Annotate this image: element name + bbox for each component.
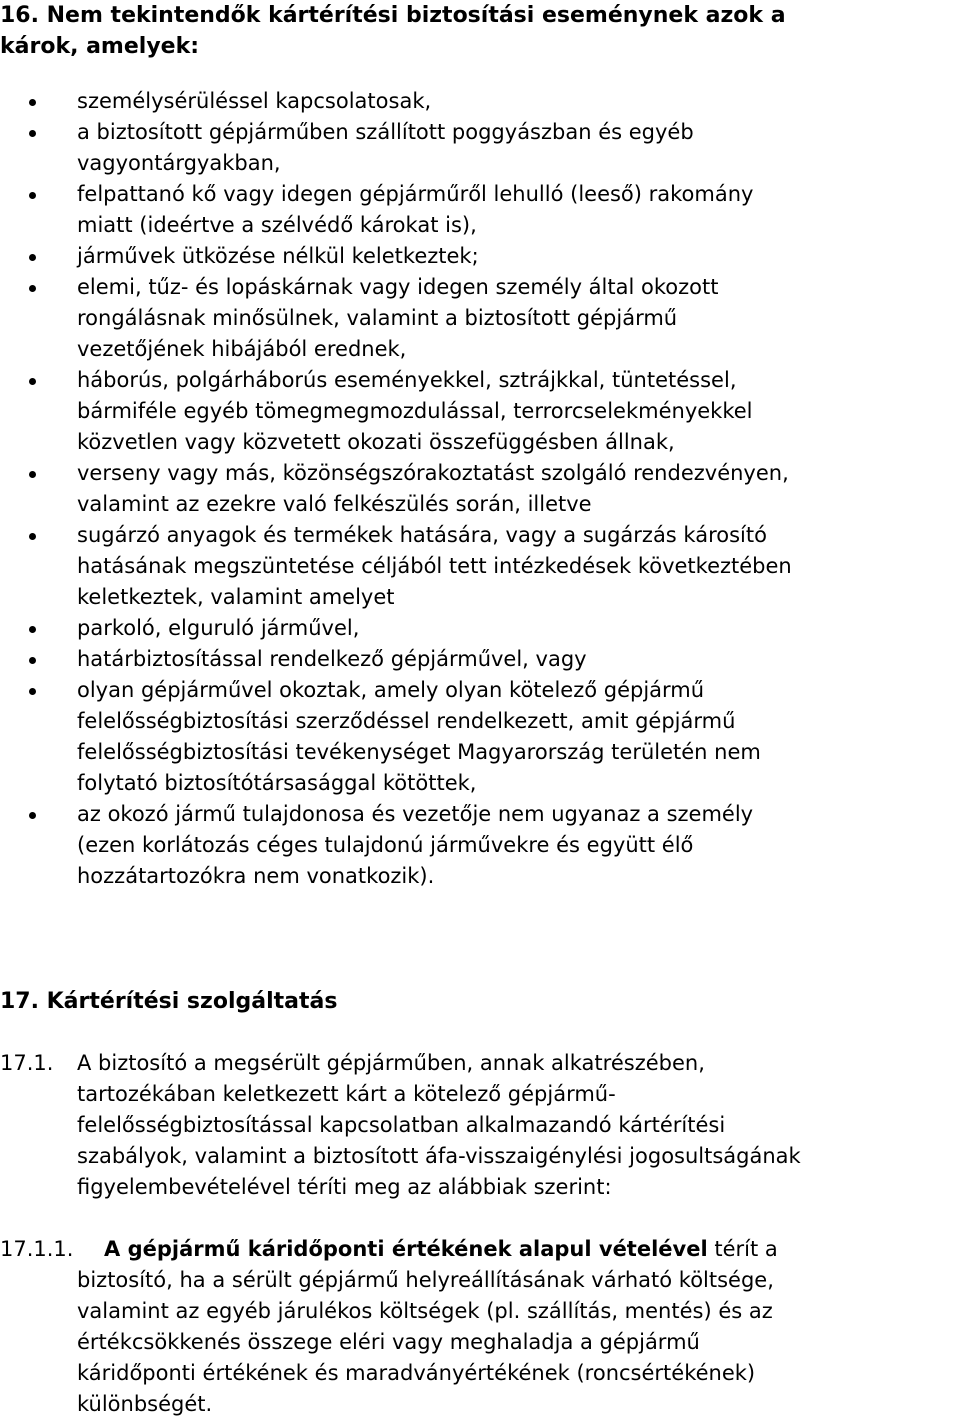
- bullet-icon: [29, 688, 36, 695]
- list-item: [0, 613, 960, 644]
- paragraph-line: felelősségbiztosítással kapcsolatban alkalmazandó kártérítési: [77, 1113, 726, 1137]
- list-item-line: az okozó jármű tulajdonosa és vezetője nem ugyanaz a személy: [77, 802, 754, 826]
- list-item-line: olyan gépjárművel okoztak, amely olyan kötelező gépjármű: [77, 678, 705, 702]
- paragraph-line: biztosító, ha a sérült gépjármű helyreállításának várható költsége,: [77, 1268, 774, 1292]
- paragraph-line: értékcsökkenés összege eléri vagy meghaladja a gépjármű: [77, 1330, 700, 1354]
- list-item: [0, 644, 960, 675]
- list-item-line: bármiféle egyéb tömegmegmozdulással, terrorcselekményekkel: [77, 399, 753, 423]
- bullet-icon: [29, 626, 36, 633]
- list-item-line: vagyontárgyakban,: [77, 151, 281, 175]
- list-item-line: közvetlen vagy közvetett okozati összefüggésben állnak,: [77, 430, 675, 454]
- list-item-line: vezetőjének hibájából erednek,: [77, 337, 407, 361]
- list-item: [0, 799, 960, 892]
- bullet-icon: [29, 471, 36, 478]
- list-item-line: sugárzó anyagok és termékek hatására, vagy a sugárzás károsító: [77, 523, 767, 547]
- list-item-line: felelősségbiztosítási szerződéssel rendelkezett, amit gépjármű: [77, 709, 736, 733]
- paragraph-first-line: [77, 1234, 960, 1265]
- list-item-line: verseny vagy más, közönségszórakoztatást szolgáló rendezvényen,: [77, 461, 789, 485]
- list-item-line: háborús, polgárháborús eseményekkel, sztrájkkal, tüntetéssel,: [77, 368, 737, 392]
- list-item-line: felpattanó kő vagy idegen gépjárműről lehulló (leeső) rakomány: [77, 182, 754, 206]
- bold-lead: A gépjármű káridőponti értékének alapul vételével: [104, 1237, 708, 1261]
- paragraph-line: szabályok, valamint a biztosított áfa-visszaigénylési jogosultságának: [77, 1144, 801, 1168]
- list-item: [0, 241, 960, 272]
- paragraph-line: A biztosító a megsérült gépjárműben, annak alkatrészében,: [77, 1051, 705, 1075]
- list-item: [0, 117, 960, 179]
- list-item-line: parkoló, elguruló járművel,: [77, 616, 360, 640]
- paragraph-17-1-1: [0, 1234, 960, 1420]
- bullet-icon: [29, 130, 36, 137]
- list-item-line: járművek ütközése nélkül keletkeztek;: [77, 244, 479, 268]
- list-item: [0, 458, 960, 520]
- paragraph-number: 17.1.1.: [0, 1237, 74, 1261]
- bullet-icon: [29, 285, 36, 292]
- first-line-rest: térít a: [707, 1237, 778, 1261]
- list-item-line: felelősségbiztosítási tevékenységet Magyarország területén nem: [77, 740, 761, 764]
- paragraph-line: különbségét.: [77, 1392, 213, 1416]
- bullet-icon: [29, 99, 36, 106]
- list-item-line: rongálásnak minősülnek, valamint a biztosított gépjármű: [77, 306, 678, 330]
- exclusions-list: [0, 86, 960, 892]
- heading-line: károk, amelyek:: [0, 34, 200, 59]
- bullet-icon: [29, 657, 36, 664]
- list-item: [0, 179, 960, 241]
- list-item-line: miatt (ideértve a szélvédő károkat is),: [77, 213, 477, 237]
- list-item-line: valamint az ezekre való felkészülés során, illetve: [77, 492, 592, 516]
- paragraph-line: figyelembevételével téríti meg az alábbiak szerint:: [77, 1175, 612, 1199]
- list-item-line: a biztosított gépjárműben szállított poggyászban és egyéb: [77, 120, 694, 144]
- bullet-icon: [29, 192, 36, 199]
- list-item-line: személysérüléssel kapcsolatosak,: [77, 89, 432, 113]
- list-item-line: hozzátartozókra nem vonatkozik).: [77, 864, 435, 888]
- list-item-line: keletkeztek, valamint amelyet: [77, 585, 395, 609]
- list-item-line: határbiztosítással rendelkező gépjárművel, vagy: [77, 647, 587, 671]
- paragraph-number: 17.1.: [0, 1051, 54, 1075]
- list-item-line: elemi, tűz- és lopáskárnak vagy idegen személy által okozott: [77, 275, 719, 299]
- bullet-icon: [29, 254, 36, 261]
- list-item: [0, 675, 960, 799]
- paragraph-line: valamint az egyéb járulékos költségek (pl. szállítás, mentés) és az: [77, 1299, 773, 1323]
- paragraph-17-1: [0, 1048, 960, 1203]
- bullet-icon: [29, 533, 36, 540]
- list-item: [0, 520, 960, 613]
- paragraph-text: [0, 1048, 960, 1203]
- list-item: [0, 272, 960, 365]
- list-item-line: folytató biztosítótársasággal kötöttek,: [77, 771, 477, 795]
- paragraph-text: [0, 1234, 960, 1420]
- list-item: [0, 86, 960, 117]
- list-item: [0, 365, 960, 458]
- bullet-icon: [29, 812, 36, 819]
- heading-line: 16. Nem tekintendők kártérítési biztosítási eseménynek azok a: [0, 3, 786, 28]
- section-17-heading: 17. Kártérítési szolgáltatás: [0, 989, 338, 1014]
- paragraph-line: tartozékában keletkezett kárt a kötelező gépjármű-: [77, 1082, 616, 1106]
- paragraph-line: káridőponti értékének és maradványértékének (roncsértékének): [77, 1361, 756, 1385]
- list-item-line: (ezen korlátozás céges tulajdonú járművekre és együtt élő: [77, 833, 694, 857]
- section-16-heading: [0, 0, 950, 62]
- list-item-line: hatásának megszüntetése céljából tett intézkedések következtében: [77, 554, 792, 578]
- bullet-icon: [29, 378, 36, 385]
